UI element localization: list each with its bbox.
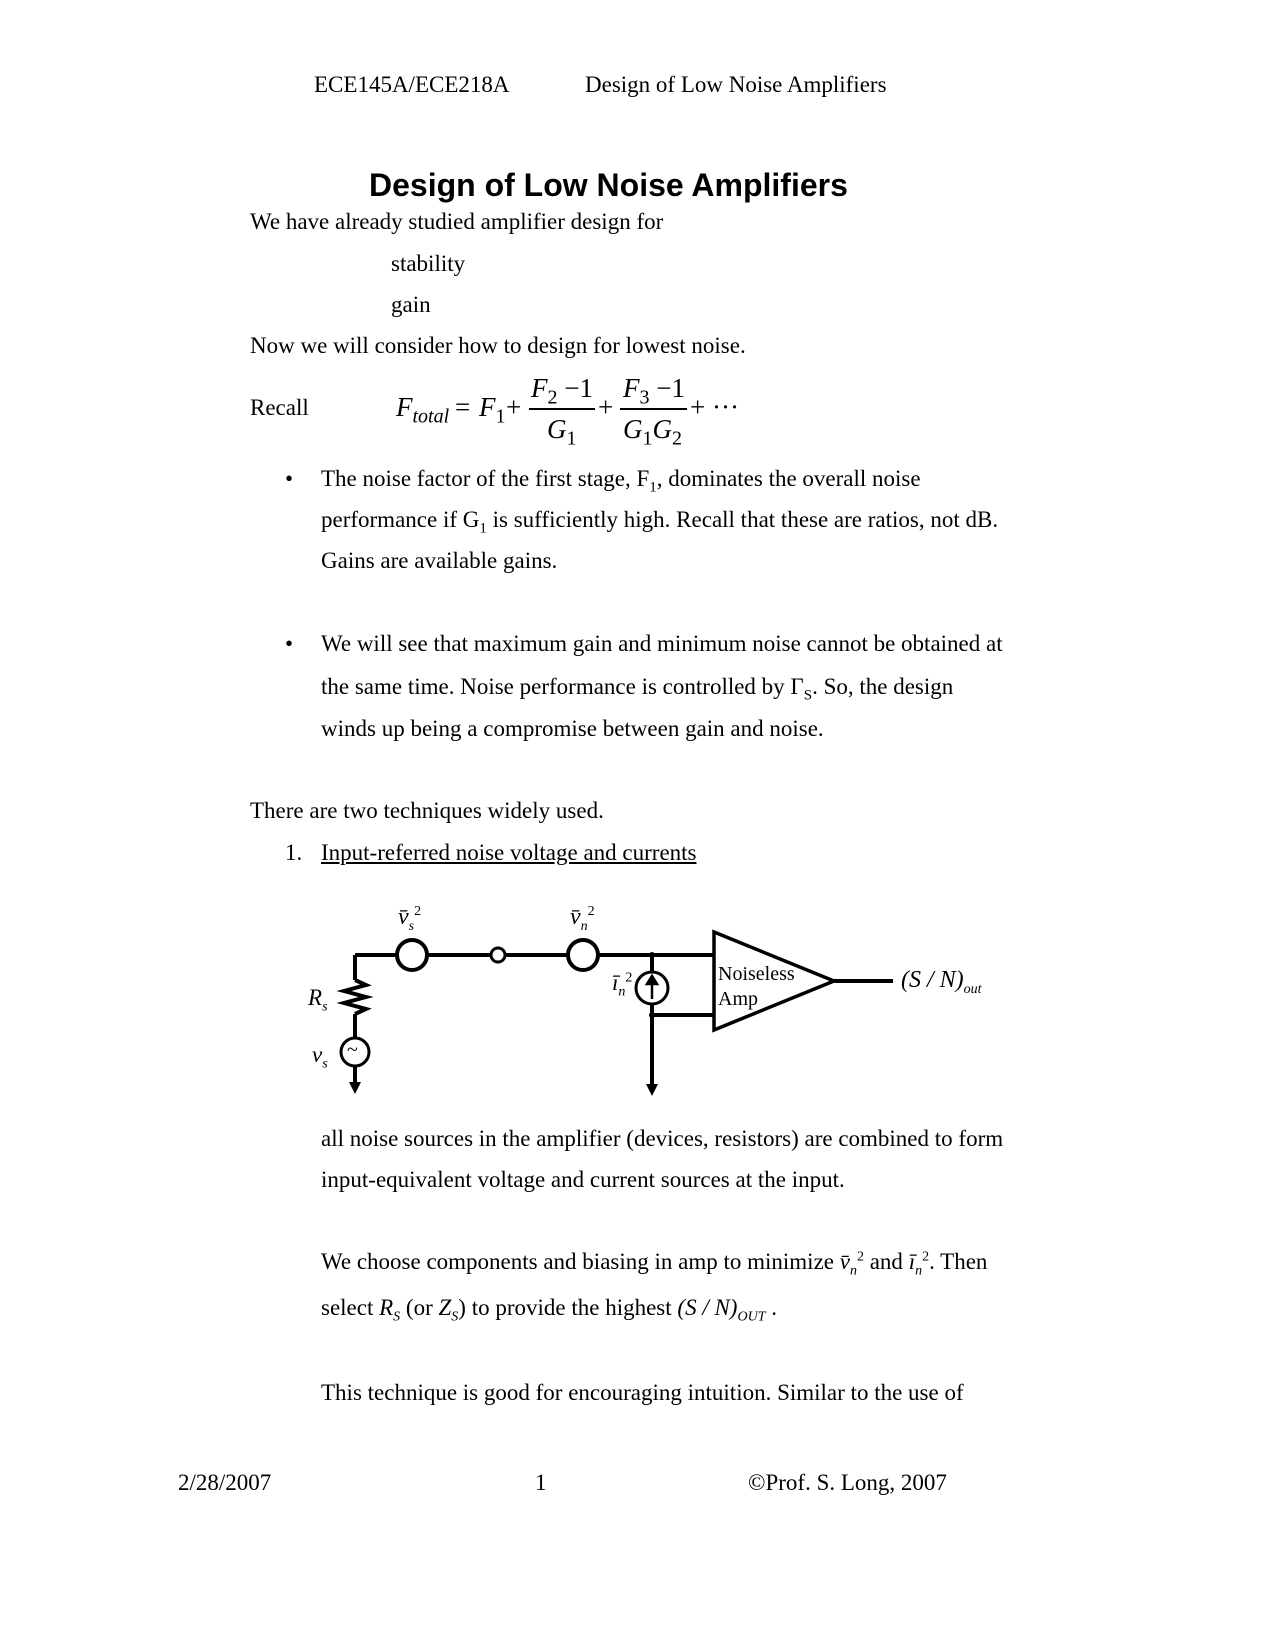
amp-label-line-2: Amp — [718, 988, 758, 1010]
ground-arrow-left — [349, 1082, 361, 1094]
intro-item-gain: gain — [391, 292, 431, 317]
noise-source-vs — [397, 940, 427, 970]
label-vs: $v_s$ — [312, 1042, 328, 1072]
bullet-1-line-1: The noise factor of the first stage, $F_1$, dominates the overall noise — [321, 466, 921, 496]
eq-frac1-den: $G_1$ — [547, 414, 577, 450]
junction-dot-top — [649, 952, 655, 958]
footer-copyright: ©Prof. S. Long, 2007 — [748, 1470, 947, 1495]
recall-label: Recall — [250, 395, 309, 420]
para-1-line-2: input-equivalent voltage and current sources at the input. — [321, 1167, 845, 1192]
resistor-rs — [344, 980, 366, 1014]
para-1-line-1: all noise sources in the amplifier (devices, resistors) are combined to form — [321, 1126, 1004, 1151]
eq-frac2-den: $G_1G_2$ — [623, 414, 682, 450]
junction-dot-bottom — [649, 1012, 655, 1018]
intro-item-stability: stability — [391, 251, 466, 276]
technique-1-number: 1. — [285, 840, 303, 865]
technique-1-title: Input-referred noise voltage and currents — [321, 840, 697, 865]
bullet-2-line-3: winds up being a compromise between gain and noise. — [321, 716, 824, 741]
label-vn-noise: $v̄_n^2$ — [570, 904, 595, 934]
eq-plus-1: + — [506, 392, 522, 422]
para-3-line-1: This technique is good for encouraging intuition. Similar to the use of — [321, 1380, 964, 1405]
eq-frac1-num: $F_2 -1$ — [531, 373, 593, 409]
eq-f1: $F_1$ — [479, 392, 506, 428]
bullet-2-line-2: the same time. Noise performance is controlled by $\Gamma_S$. So, the design — [321, 674, 954, 704]
label-in-noise: $ī_n^2$ — [612, 970, 633, 1000]
eq-tail: + ··· — [690, 392, 739, 422]
noise-source-vn — [568, 940, 598, 970]
bullet-1-marker: • — [285, 466, 294, 491]
footer-page-number: 1 — [535, 1470, 547, 1495]
source-tilde-symbol: ~ — [347, 1039, 358, 1061]
amp-label-line-1: Noiseless — [718, 963, 795, 985]
bullet-1-line-2: performance if $G_1$ is sufficiently high. Recall that these are ratios, not dB. — [321, 507, 999, 537]
label-rs: $R_s$ — [308, 985, 328, 1015]
intro-line-2: Now we will consider how to design for lowest noise. — [250, 333, 746, 358]
eq-lhs: $F_{total}$ — [396, 392, 450, 428]
page-title: Design of Low Noise Amplifiers — [369, 167, 848, 203]
para-2-line-2: select $R_S$ (or $Z_S$) to provide the highest $(S / N)_{OUT}$ . — [321, 1295, 777, 1325]
header-course: ECE145A/ECE218A — [314, 72, 510, 97]
header-topic: Design of Low Noise Amplifiers — [585, 72, 887, 97]
label-vs-noise: $v̄_s^2$ — [398, 904, 422, 934]
eq-plus-2: + — [598, 392, 614, 422]
bullet-2-marker: • — [285, 631, 294, 656]
ground-arrow-right — [646, 1084, 658, 1096]
bullet-2-line-1: We will see that maximum gain and minimum noise cannot be obtained at — [321, 631, 1003, 656]
label-sn-out: $(S / N)_{out}$ — [901, 967, 982, 997]
intro-line-1: We have already studied amplifier design for — [250, 209, 664, 234]
techniques-intro: There are two techniques widely used. — [250, 798, 604, 823]
footer-date: 2/28/2007 — [178, 1470, 272, 1495]
eq-frac2-num: $F_3 -1$ — [623, 373, 685, 409]
eq-equals: = — [455, 392, 471, 422]
terminal-node — [491, 948, 505, 962]
bullet-1-line-3: Gains are available gains. — [321, 548, 558, 573]
para-2-line-1: We choose components and biasing in amp to minimize $v̄_n^2$ and $ī_n^2$. Then — [321, 1249, 988, 1279]
